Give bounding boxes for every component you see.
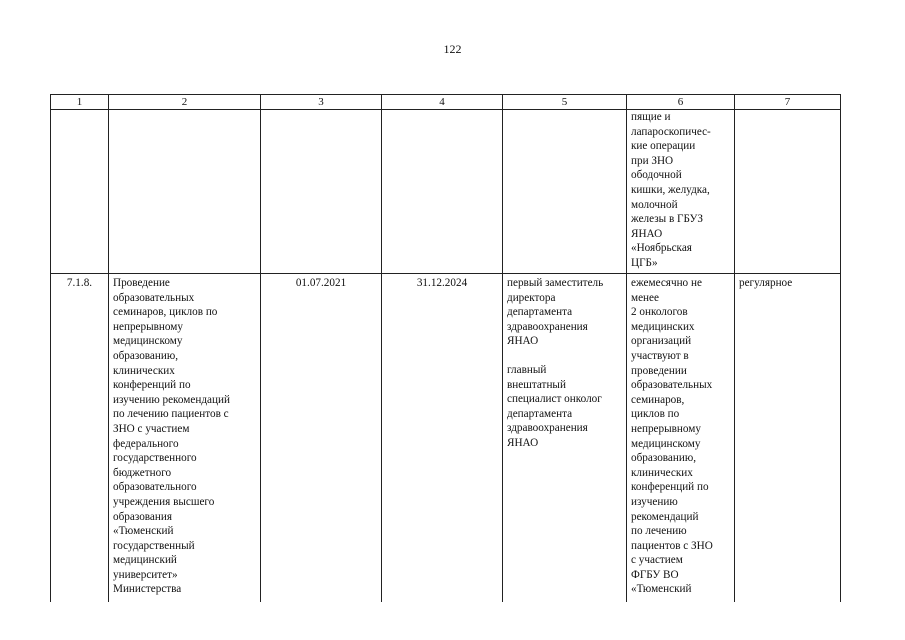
- text-line: изучению: [631, 495, 678, 508]
- column-header: 7: [735, 95, 841, 110]
- text-line: образовательного: [113, 481, 197, 494]
- text-line: пациентов с ЗНО: [631, 539, 713, 552]
- text-line: участвуют в: [631, 349, 689, 362]
- text-line: семинаров,: [631, 393, 685, 406]
- text-line: с участием: [631, 554, 683, 567]
- text-line: клинических: [113, 364, 175, 377]
- text-line: «Тюменский: [113, 525, 174, 538]
- text-line: образовательных: [113, 291, 195, 304]
- end-date-cell: 31.12.2024: [382, 274, 503, 603]
- text-line: проведении: [631, 364, 687, 377]
- text-line: при ЗНО: [631, 154, 674, 167]
- text-line: лапароскопичес-: [631, 125, 711, 138]
- text-line: Министерства: [113, 583, 182, 596]
- text-line: медицинскому: [113, 335, 183, 348]
- responsible-primary: [507, 276, 622, 349]
- table-row-continued: [51, 110, 841, 274]
- text-line: организаций: [631, 335, 692, 348]
- text-line: образования: [113, 510, 173, 523]
- indicator-cell: [627, 274, 735, 603]
- text-line: пящие и: [631, 111, 671, 123]
- text-line: учреждения высшего: [113, 495, 215, 508]
- text-line: клинических: [631, 466, 693, 479]
- text-line: ЯНАО: [507, 436, 539, 449]
- text-line: ободочной: [631, 169, 682, 182]
- text-line: непрерывному: [631, 422, 701, 435]
- text-line: Проведение: [113, 277, 170, 289]
- measures-table: [50, 94, 841, 602]
- page-number: 122: [443, 42, 462, 56]
- text-line: образованию,: [113, 349, 179, 362]
- text-line: университет»: [113, 568, 178, 581]
- text-line: государственный: [113, 539, 195, 552]
- table-cell: [735, 110, 841, 274]
- text-line: железы в ГБУЗ: [631, 213, 703, 226]
- text-line: кишки, желудка,: [631, 183, 710, 196]
- text-line: департамента: [507, 407, 573, 420]
- text-line: ЗНО с участием: [113, 422, 190, 435]
- start-date-cell: 01.07.2021: [261, 274, 382, 603]
- text-line: рекомендаций: [631, 510, 699, 523]
- text-line: «Ноябрьская: [631, 242, 692, 255]
- indicator-continued-cell: [627, 110, 735, 274]
- text-line: 2 онкологов: [631, 306, 688, 319]
- text-line: молочной: [631, 198, 678, 211]
- text-line: ЯНАО: [631, 227, 663, 240]
- table-cell: [503, 110, 627, 274]
- text-line: медицинскому: [631, 437, 701, 450]
- text-line: федерального: [113, 437, 179, 450]
- description-cell: [109, 274, 261, 603]
- text-line: непрерывному: [113, 320, 183, 333]
- column-header: 4: [382, 95, 503, 110]
- table-cell: [51, 110, 109, 274]
- text-line: медицинский: [113, 554, 177, 567]
- text-line: «Тюменский: [631, 583, 692, 596]
- table-cell: [382, 110, 503, 274]
- text-line: ЦГБ»: [631, 256, 658, 269]
- text-line: ЯНАО: [507, 335, 539, 348]
- row-number-cell: 7.1.8.: [51, 274, 109, 603]
- text-line: департамента: [507, 306, 573, 319]
- column-header: 1: [51, 95, 109, 110]
- text-line: бюджетного: [113, 466, 172, 479]
- text-line: образовательных: [631, 379, 713, 392]
- column-header: 5: [503, 95, 627, 110]
- text-line: государственного: [113, 452, 197, 465]
- column-header: 2: [109, 95, 261, 110]
- periodicity-cell: регулярное: [735, 274, 841, 603]
- text-line: семинаров, циклов по: [113, 306, 218, 319]
- text-line: здравоохранения: [507, 320, 588, 333]
- text-line: первый заместитель: [507, 277, 604, 289]
- column-header: 6: [627, 95, 735, 110]
- responsible-secondary: [507, 363, 622, 451]
- text-line: специалист онколог: [507, 393, 602, 406]
- text-line: конференций по: [113, 379, 191, 392]
- text-line: ФГБУ ВО: [631, 568, 679, 581]
- table-cell: [261, 110, 382, 274]
- text-line: здравоохранения: [507, 422, 588, 435]
- text-line: внештатный: [507, 378, 566, 391]
- table-cell: [109, 110, 261, 274]
- text-line: конференций по: [631, 481, 709, 494]
- text-line: медицинских: [631, 320, 695, 333]
- text-line: ежемесячно не: [631, 277, 702, 289]
- column-header: 3: [261, 95, 382, 110]
- responsible-cell: [503, 274, 627, 603]
- text-line: образованию,: [631, 452, 697, 465]
- text-line: по лечению пациентов с: [113, 408, 229, 421]
- text-line: циклов по: [631, 408, 680, 421]
- text-line: главный: [507, 363, 547, 376]
- text-line: директора: [507, 291, 556, 304]
- text-line: менее: [631, 291, 659, 304]
- text-line: по лечению: [631, 525, 687, 538]
- header-row: [51, 95, 841, 110]
- text-line: кие операции: [631, 140, 696, 153]
- table-row: [51, 274, 841, 603]
- text-line: изучению рекомендаций: [113, 393, 230, 406]
